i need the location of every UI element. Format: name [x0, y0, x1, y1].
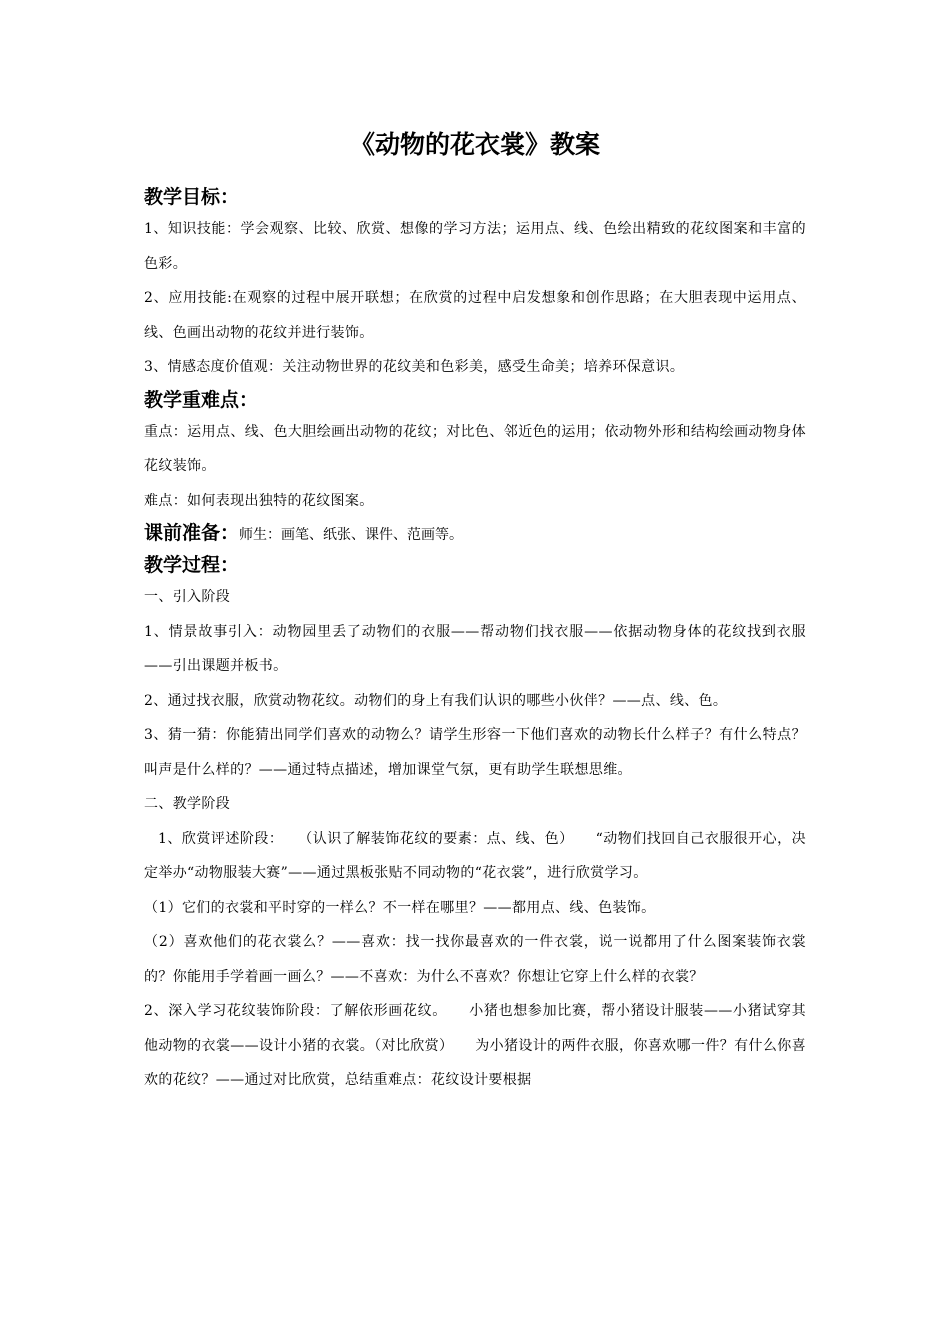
- key-points-heading: 教学重难点：: [144, 388, 259, 411]
- process-item: 1、欣赏评述阶段： （认识了解装饰花纹的要素：点、线、色） “动物们找回自己衣服很开心，决定举办“动物服装大赛”——通过黑板张贴不同动物的“花衣裳”，进行欣赏学习。: [144, 830, 806, 881]
- process-stage-teaching: 二、教学阶段: [144, 796, 231, 812]
- process-item: 2、通过找衣服，欣赏动物花纹。动物们的身上有我们认识的哪些小伙伴？——点、线、色。: [144, 692, 728, 709]
- process-stage-intro: 一、引入阶段: [144, 589, 231, 605]
- document-page: [144, 128, 806, 1098]
- preparation-text: 师生：画笔、纸张、课件、范画等。: [239, 527, 464, 543]
- difficulty-item: 难点：如何表现出独特的花纹图案。: [144, 492, 374, 509]
- goal-item-2: 2、应用技能:在观察的过程中展开联想；在欣赏的过程中启发想象和创作思路；在大胆表现中运用点、线、色画出动物的花纹并进行装饰。: [144, 290, 806, 341]
- process-item: （2）喜欢他们的花衣裳么？——喜欢：找一找你最喜欢的一件衣裳，说一说都用了什么图案装饰衣裳的？你能用手学着画一画么？——不喜欢：为什么不喜欢？你想让它穿上什么样的衣裳？: [144, 934, 806, 985]
- preparation-heading: [144, 518, 806, 550]
- goal-item-1: 1、知识技能：学会观察、比较、欣赏、想像的学习方法；运用点、线、色绘出精致的花纹图案和丰富的色彩。: [144, 221, 806, 272]
- process-item: （1）它们的衣裳和平时穿的一样么？不一样在哪里？——都用点、线、色装饰。: [144, 899, 656, 916]
- document-title: 《动物的花衣裳》教案: [349, 130, 600, 159]
- goal-item-3: 3、情感态度价值观：关注动物世界的花纹美和色彩美，感受生命美；培养环保意识。: [144, 359, 685, 375]
- process-heading: 教学过程：: [144, 554, 240, 576]
- key-point-item: 重点：运用点、线、色大胆绘画出动物的花纹；对比色、邻近色的运用；依动物外形和结构绘画动物身体花纹装饰。: [144, 423, 806, 474]
- goals-heading: 教学目标：: [144, 186, 240, 208]
- process-item: 2、深入学习花纹装饰阶段：了解依形画花纹。 小猪也想参加比赛，帮小猪设计服装——小猪试穿其他动物的衣裳——设计小猪的衣裳。（对比欣赏） 为小猪设计的两件衣服，你喜欢哪一件？有什么你喜欢的花纹？——通过对比欣赏，总结重难点：花纹设计要根据: [144, 1003, 806, 1088]
- preparation-heading-label: 课前准备：: [144, 522, 240, 544]
- process-item: 1、情景故事引入：动物园里丢了动物们的衣服——帮动物们找衣服——依据动物身体的花纹找到衣服——引出课题并板书。: [144, 623, 806, 674]
- process-item: 3、猜一猜：你能猜出同学们喜欢的动物么？请学生形容一下他们喜欢的动物长什么样子？有什么特点？叫声是什么样的？——通过特点描述，增加课堂气氛，更有助学生联想思维。: [144, 727, 806, 778]
